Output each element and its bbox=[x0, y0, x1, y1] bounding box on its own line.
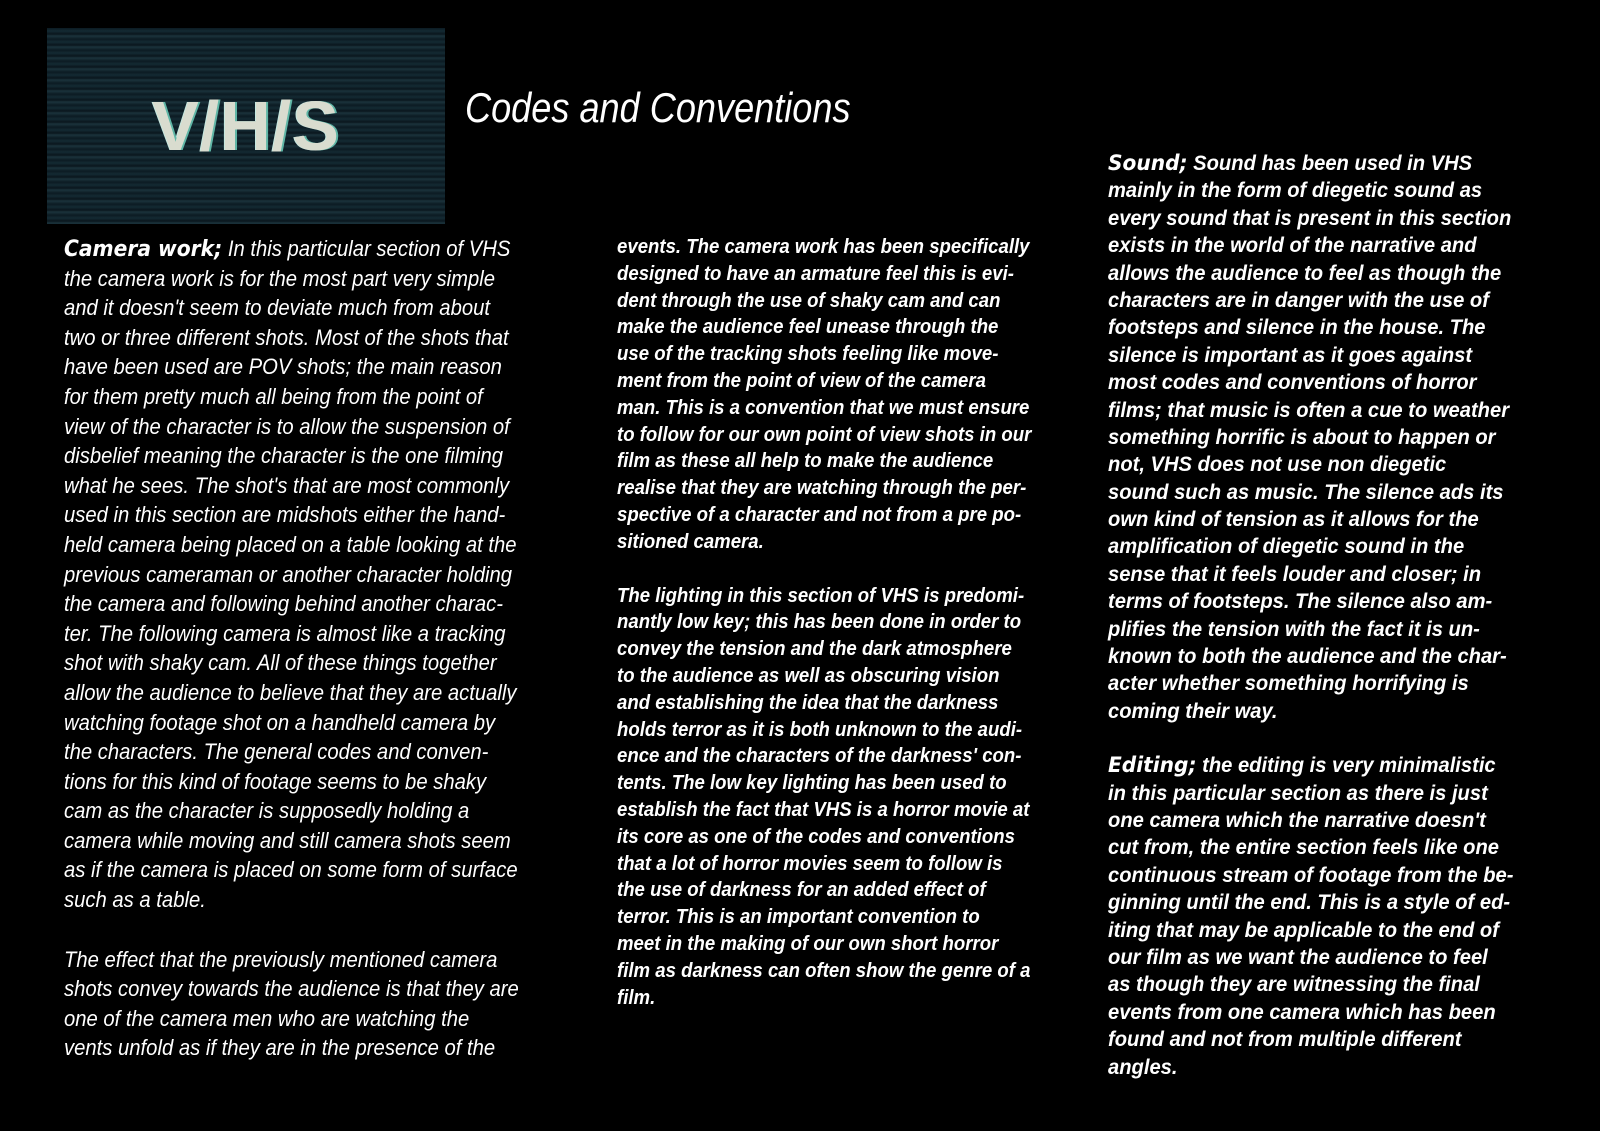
line-text: to the audience as well as obscuring vision bbox=[617, 664, 1000, 687]
text-line bbox=[64, 560, 519, 590]
line-text: meet in the making of our own short horror bbox=[617, 932, 999, 955]
line-text: tents. The low key lighting has been used to bbox=[617, 772, 1007, 795]
line-text: angles. bbox=[1108, 1055, 1178, 1079]
line-text: make the audience feel unease through the bbox=[617, 316, 999, 339]
text-line bbox=[1108, 889, 1513, 916]
paragraph bbox=[64, 945, 519, 1063]
text-line bbox=[64, 500, 519, 530]
line-text: amplification of diegetic sound in the bbox=[1108, 535, 1465, 559]
text-line bbox=[617, 448, 1031, 475]
text-line bbox=[1108, 424, 1513, 451]
paragraph bbox=[1108, 752, 1513, 1081]
line-text: ter. The following camera is almost like a tracking bbox=[64, 620, 506, 646]
text-line bbox=[64, 708, 519, 738]
text-line bbox=[64, 471, 519, 501]
text-line bbox=[64, 796, 519, 826]
text-line bbox=[1108, 232, 1513, 259]
line-text: view of the character is to allow the suspension of bbox=[64, 413, 510, 439]
line-text: its core as one of the codes and conventions bbox=[617, 825, 1015, 848]
line-text: acter whether something horrifying is bbox=[1108, 672, 1469, 696]
text-line bbox=[64, 855, 519, 885]
line-text: spective of a character and not from a pre po- bbox=[617, 503, 1022, 526]
text-line bbox=[617, 770, 1031, 797]
line-text: found and not from multiple different bbox=[1108, 1028, 1462, 1052]
text-line bbox=[617, 314, 1031, 341]
line-text: for them pretty much all being from the point of bbox=[64, 383, 483, 409]
text-line bbox=[64, 412, 519, 442]
line-text: the characters. The general codes and conven- bbox=[64, 739, 489, 765]
line-text: convey the tension and the dark atmosphere bbox=[617, 638, 1012, 661]
line-text: previous cameraman or another character holding bbox=[64, 561, 513, 587]
line-text: shot with shaky cam. All of these things together bbox=[64, 650, 497, 676]
page-title: Codes and Conventions bbox=[465, 84, 851, 131]
line-text: ginning until the end. This is a style of ed- bbox=[1108, 891, 1511, 915]
text-line bbox=[617, 797, 1031, 824]
paragraph bbox=[64, 234, 519, 915]
text-line bbox=[1108, 314, 1513, 341]
text-line bbox=[1108, 971, 1513, 998]
text-line bbox=[617, 690, 1031, 717]
text-line bbox=[1108, 588, 1513, 615]
line-text: vents unfold as if they are in the presence of the bbox=[64, 1035, 496, 1061]
text-line bbox=[64, 945, 519, 975]
line-text: The effect that the previously mentioned camera bbox=[64, 946, 498, 972]
text-line bbox=[1108, 1054, 1513, 1081]
text-line bbox=[64, 885, 519, 915]
text-line bbox=[1108, 807, 1513, 834]
logo-text: V/H/S bbox=[152, 87, 340, 165]
line-text: coming their way. bbox=[1108, 699, 1278, 723]
paragraph-gap bbox=[64, 915, 519, 945]
line-text: designed to have an armature feel this is evi- bbox=[617, 262, 1014, 285]
text-line bbox=[617, 368, 1031, 395]
text-line bbox=[617, 288, 1031, 315]
paragraph bbox=[617, 234, 1031, 556]
text-line bbox=[64, 589, 519, 619]
text-line bbox=[1108, 533, 1513, 560]
line-text: that a lot of horror movies seem to follow is bbox=[617, 852, 1003, 875]
line-text: the camera work is for the most part very simple bbox=[64, 265, 496, 291]
text-line bbox=[64, 382, 519, 412]
line-text: exists in the world of the narrative and bbox=[1108, 234, 1477, 258]
text-line bbox=[617, 985, 1031, 1012]
line-text: in this particular section as there is just bbox=[1108, 781, 1488, 805]
text-line bbox=[1108, 780, 1513, 807]
line-text: characters are in danger with the use of bbox=[1108, 288, 1489, 312]
text-line bbox=[1108, 752, 1513, 779]
line-text: film. bbox=[617, 986, 656, 1009]
line-text: used in this section are midshots either the hand- bbox=[64, 502, 506, 528]
text-line bbox=[1108, 834, 1513, 861]
text-line bbox=[617, 395, 1031, 422]
text-line bbox=[1108, 944, 1513, 971]
text-line bbox=[1108, 287, 1513, 314]
text-line bbox=[64, 737, 519, 767]
line-text: watching footage shot on a handheld camera by bbox=[64, 709, 496, 735]
text-line bbox=[1108, 260, 1513, 287]
text-line bbox=[1108, 397, 1513, 424]
line-text: plifies the tension with the fact it is un- bbox=[1108, 617, 1480, 641]
text-line bbox=[64, 352, 519, 382]
line-text: our film as we want the audience to feel bbox=[1108, 945, 1488, 969]
text-line bbox=[64, 619, 519, 649]
line-text: footsteps and silence in the house. The bbox=[1108, 316, 1486, 340]
line-text: every sound that is present in this section bbox=[1108, 206, 1512, 230]
line-text: cut from, the entire section feels like one bbox=[1108, 836, 1499, 860]
paragraph bbox=[1108, 150, 1513, 725]
line-text: films; that music is often a cue to weather bbox=[1108, 398, 1510, 422]
text-line bbox=[64, 1004, 519, 1034]
line-text: what he sees. The shot's that are most commonly bbox=[64, 472, 510, 498]
line-text: one of the camera men who are watching the bbox=[64, 1005, 470, 1031]
section-label: Sound; bbox=[1108, 151, 1188, 175]
text-line bbox=[617, 663, 1031, 690]
text-line bbox=[1108, 670, 1513, 697]
text-line bbox=[1108, 369, 1513, 396]
line-text: shots convey towards the audience is that they are bbox=[64, 976, 519, 1002]
line-text: nantly low key; this has been done in order to bbox=[617, 611, 1022, 634]
text-line bbox=[64, 264, 519, 294]
line-text: The lighting in this section of VHS is predomi- bbox=[617, 584, 1025, 607]
line-text: allows the audience to feel as though the bbox=[1108, 261, 1502, 285]
text-line bbox=[1108, 506, 1513, 533]
line-text: disbelief meaning the character is the one filming bbox=[64, 443, 504, 469]
text-line bbox=[64, 1033, 519, 1063]
text-line bbox=[1108, 862, 1513, 889]
line-text: realise that they are watching through the per- bbox=[617, 477, 1027, 500]
line-text: use of the tracking shots feeling like move- bbox=[617, 343, 999, 366]
text-line bbox=[64, 293, 519, 323]
text-line bbox=[617, 341, 1031, 368]
line-text: the use of darkness for an added effect of bbox=[617, 879, 986, 902]
line-text: the editing is very minimalistic bbox=[1196, 754, 1496, 778]
line-text: tions for this kind of footage seems to be shaky bbox=[64, 768, 487, 794]
text-line bbox=[64, 648, 519, 678]
text-line bbox=[617, 743, 1031, 770]
text-line bbox=[617, 475, 1031, 502]
line-text: two or three different shots. Most of the shots that bbox=[64, 324, 509, 350]
line-text: man. This is a convention that we must ensure bbox=[617, 396, 1030, 419]
line-text: film as these all help to make the audience bbox=[617, 450, 994, 473]
text-line bbox=[1108, 643, 1513, 670]
vhs-logo-image bbox=[47, 28, 445, 224]
line-text: ence and the characters of the darkness' con- bbox=[617, 745, 1022, 768]
paragraph bbox=[617, 583, 1031, 1012]
line-text: terror. This is an important convention to bbox=[617, 906, 980, 929]
text-line bbox=[617, 824, 1031, 851]
text-line bbox=[64, 678, 519, 708]
line-text: as though they are witnessing the final bbox=[1108, 973, 1480, 997]
text-line bbox=[1108, 451, 1513, 478]
text-line bbox=[617, 717, 1031, 744]
line-text: own kind of tension as it allows for the bbox=[1108, 508, 1479, 532]
text-line bbox=[64, 323, 519, 353]
text-line bbox=[617, 877, 1031, 904]
line-text: and it doesn't seem to deviate much from about bbox=[64, 295, 490, 321]
text-line bbox=[617, 931, 1031, 958]
line-text: cam as the character is supposedly holding a bbox=[64, 798, 470, 824]
text-line bbox=[1108, 205, 1513, 232]
text-line bbox=[1108, 1026, 1513, 1053]
line-text: establish the fact that VHS is a horror movie at bbox=[617, 798, 1030, 821]
line-text: something horrific is about to happen or bbox=[1108, 425, 1496, 449]
text-line bbox=[1108, 150, 1513, 177]
text-line bbox=[1108, 698, 1513, 725]
text-line bbox=[64, 530, 519, 560]
line-text: iting that may be applicable to the end of bbox=[1108, 918, 1499, 942]
text-line bbox=[1108, 342, 1513, 369]
text-line bbox=[617, 904, 1031, 931]
line-text: as if the camera is placed on some form of surface bbox=[64, 857, 518, 883]
section-label: Editing; bbox=[1108, 753, 1197, 778]
line-text: camera while moving and still camera shots seem bbox=[64, 827, 511, 853]
text-line bbox=[1108, 917, 1513, 944]
line-text: In this particular section of VHS bbox=[222, 236, 511, 261]
text-line bbox=[617, 261, 1031, 288]
paragraph-gap bbox=[617, 556, 1031, 583]
text-line bbox=[617, 422, 1031, 449]
text-line bbox=[617, 529, 1031, 556]
text-line bbox=[1108, 999, 1513, 1026]
line-text: ment from the point of view of the camera bbox=[617, 369, 986, 392]
line-text: most codes and conventions of horror bbox=[1108, 371, 1477, 395]
line-text: and establishing the idea that the darkness bbox=[617, 691, 999, 714]
text-line bbox=[617, 636, 1031, 663]
line-text: sitioned camera. bbox=[617, 530, 764, 553]
line-text: continuous stream of footage from the be- bbox=[1108, 863, 1514, 887]
column-1 bbox=[64, 234, 519, 1063]
line-text: mainly in the form of diegetic sound as bbox=[1108, 179, 1483, 203]
text-line bbox=[64, 234, 519, 264]
line-text: holds terror as it is both unknown to the audi- bbox=[617, 718, 1023, 741]
line-text: silence is important as it goes against bbox=[1108, 343, 1473, 367]
line-text: events from one camera which has been bbox=[1108, 1000, 1496, 1024]
line-text: terms of footsteps. The silence also am- bbox=[1108, 590, 1493, 614]
column-2 bbox=[617, 234, 1031, 1011]
line-text: the camera and following behind another charac- bbox=[64, 591, 504, 617]
column-3 bbox=[1108, 150, 1513, 1081]
text-line bbox=[617, 851, 1031, 878]
text-line bbox=[617, 958, 1031, 985]
line-text: to follow for our own point of view shots in our bbox=[617, 423, 1032, 446]
line-text: such as a table. bbox=[64, 887, 206, 913]
text-line bbox=[617, 234, 1031, 261]
text-line bbox=[64, 767, 519, 797]
line-text: one camera which the narrative doesn't bbox=[1108, 808, 1486, 832]
line-text: sound such as music. The silence ads its bbox=[1108, 480, 1504, 504]
text-line bbox=[1108, 561, 1513, 588]
line-text: events. The camera work has been specifically bbox=[617, 236, 1030, 258]
text-line bbox=[64, 441, 519, 471]
section-label: Camera work; bbox=[64, 236, 223, 262]
text-line bbox=[64, 974, 519, 1004]
line-text: dent through the use of shaky cam and can bbox=[617, 289, 1001, 312]
text-line bbox=[1108, 616, 1513, 643]
line-text: known to both the audience and the char- bbox=[1108, 645, 1507, 669]
paragraph-gap bbox=[1108, 725, 1513, 752]
line-text: film as darkness can often show the genre of a bbox=[617, 959, 1031, 982]
text-line bbox=[617, 502, 1031, 529]
text-line bbox=[1108, 479, 1513, 506]
line-text: have been used are POV shots; the main reason bbox=[64, 354, 502, 380]
text-line bbox=[64, 826, 519, 856]
text-line bbox=[617, 583, 1031, 610]
line-text: Sound has been used in VHS bbox=[1187, 152, 1473, 175]
line-text: allow the audience to believe that they are actually bbox=[64, 679, 517, 705]
text-line bbox=[1108, 177, 1513, 204]
text-line bbox=[617, 609, 1031, 636]
line-text: sense that it feels louder and closer; in bbox=[1108, 562, 1482, 586]
line-text: held camera being placed on a table looking at the bbox=[64, 531, 517, 557]
line-text: not, VHS does not use non diegetic bbox=[1108, 453, 1447, 477]
